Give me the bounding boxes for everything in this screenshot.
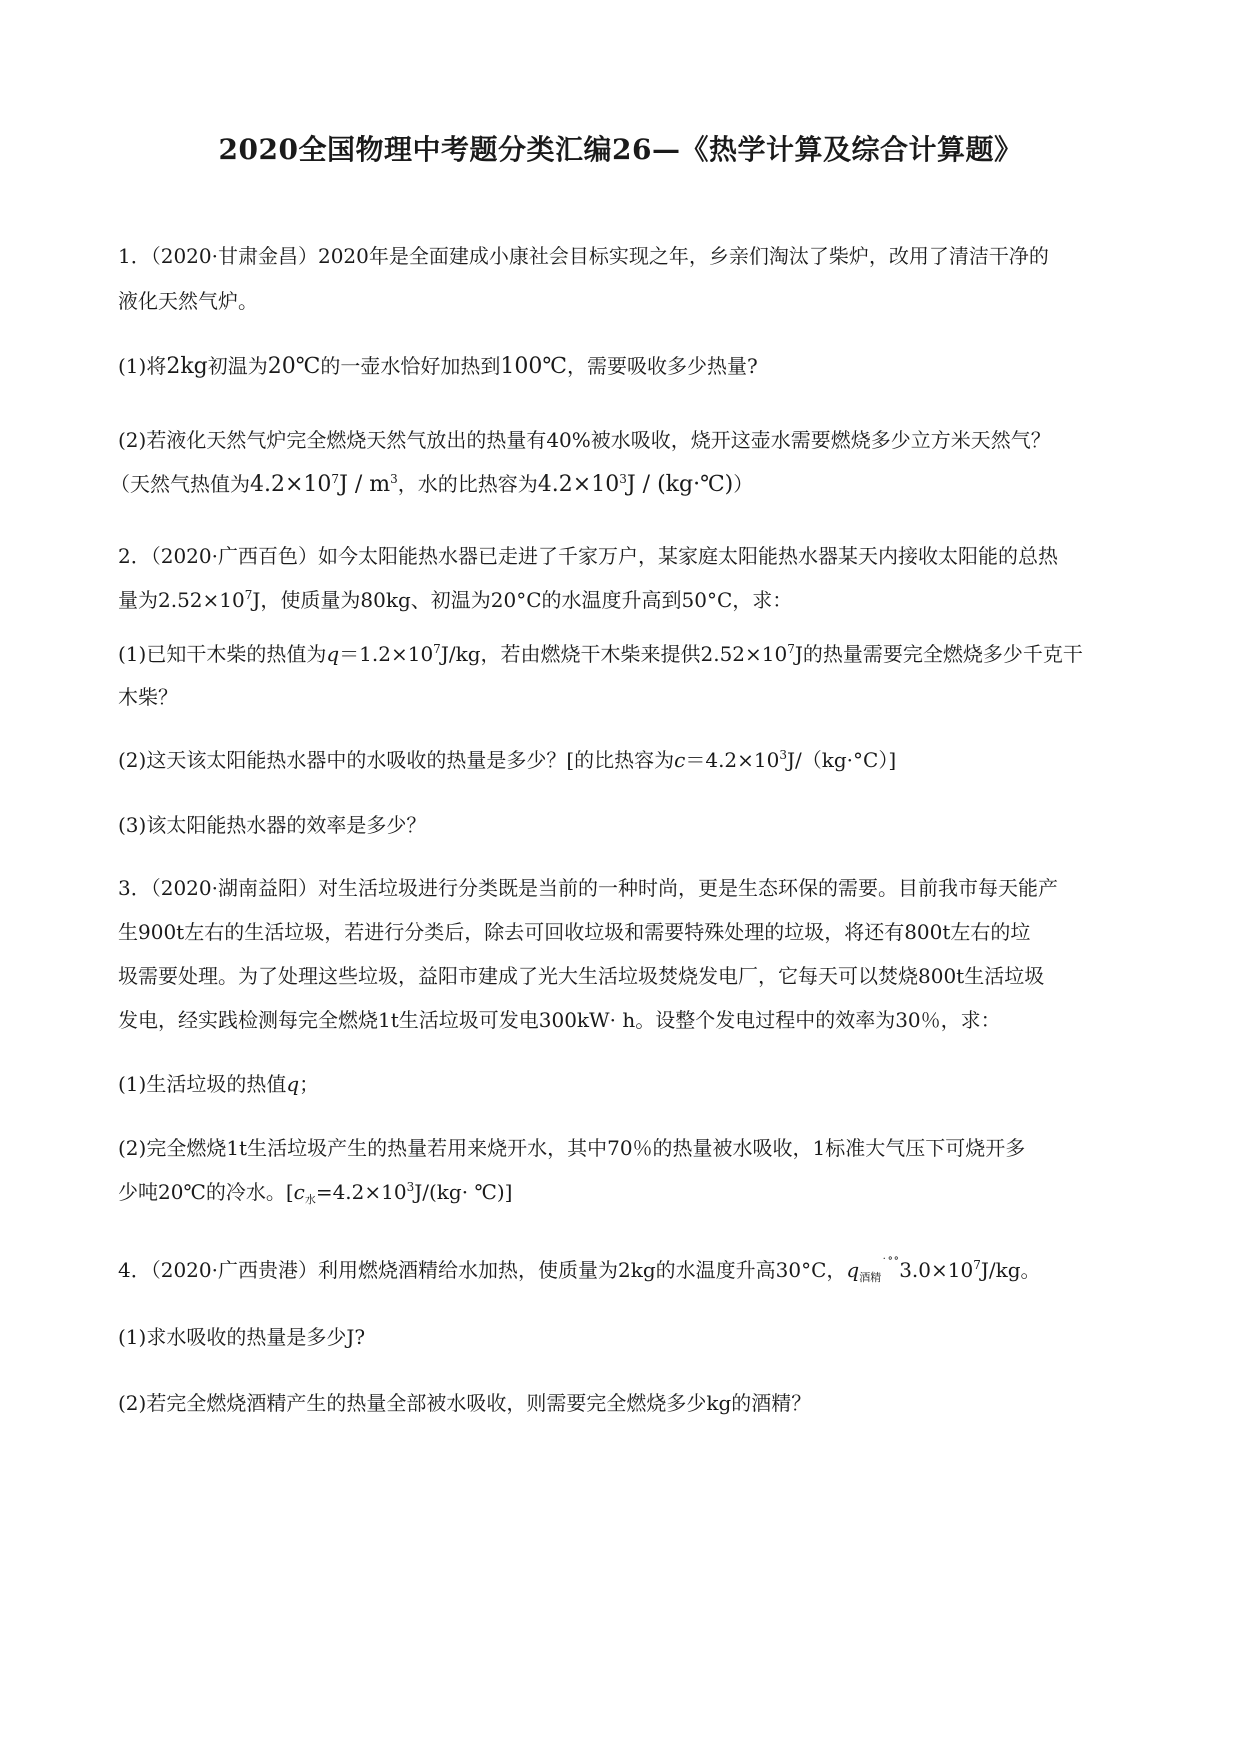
q2-part1-exp1: 7 — [433, 642, 441, 656]
q1-heat-value-unit: J / m — [339, 472, 391, 497]
q2-part1 — [118, 640, 1083, 668]
q1-part1-t1: 20℃ — [267, 354, 321, 379]
q1-heat-value-unit-exp: 3 — [390, 472, 398, 486]
q1-constants-end: ） — [733, 472, 754, 496]
q3-part1-text-b: ； — [299, 1072, 320, 1096]
q2-part1-exp2: 7 — [787, 642, 795, 656]
q1-specific-heat-unit: J / (kg·℃) — [626, 472, 734, 497]
q1-specific-heat-base: 4.2×10 — [537, 472, 620, 497]
q2-part1-text-d: J的热量需要完全燃烧多少千克干 — [794, 642, 1083, 666]
q2-line2-text-b: J，使质量为80kg、初温为20°C的水温度升高到50°C，求： — [252, 588, 793, 612]
q2-part1-line2: 木柴？ — [118, 685, 178, 709]
q2-line2-text-a: 量为2.52×10 — [118, 588, 245, 612]
q1-part1-mass: 2kg — [166, 354, 208, 379]
q1-line2: 液化天然气炉。 — [118, 289, 258, 313]
q3-line3: 圾需要处理。为了处理这些垃圾，益阳市建成了光大生活垃圾焚烧发电厂，它每天可以焚烧800t生活垃圾 — [118, 964, 1045, 988]
q1-part1-t2: 100℃ — [500, 354, 567, 379]
q2-part2 — [118, 746, 896, 774]
q4-line1-text-c: J/kg。 — [980, 1258, 1041, 1282]
q1-part2: (2)若液化天然气炉完全燃烧天然气放出的热量有40%被水吸收，烧开这壶水需要燃烧多少立方米天然气？ — [118, 428, 1051, 452]
q1-constants-text-b: ，水的比热容为 — [397, 472, 538, 496]
q4-line1-sub: 酒精 — [859, 1271, 882, 1284]
q1-part1-text-b: 初温为 — [207, 354, 268, 378]
q3-part2-line1: (2)完全燃烧1t生活垃圾产生的热量若用来烧开水，其中70％的热量被水吸收，1标准大气压下可烧开多 — [118, 1136, 1026, 1160]
q2-line1: 2．（2020·广西百色）如今太阳能热水器已走进了千家万户，某家庭太阳能热水器某天内接收太阳能的总热 — [118, 544, 1058, 568]
q2-part3: (3)该太阳能热水器的效率是多少？ — [118, 813, 427, 837]
q1-part1-text-d: ，需要吸收多少热量? — [566, 354, 758, 378]
q1-part1 — [118, 352, 758, 381]
q2-part2-c: c — [674, 748, 686, 772]
q4-line1-exp: 7 — [973, 1258, 981, 1272]
q4-part2: (2)若完全燃烧酒精产生的热量全部被水吸收，则需要完全燃烧多少kg的酒精？ — [118, 1391, 812, 1415]
q2-part1-text-c: J/kg，若由燃烧干木柴来提供2.52×10 — [440, 642, 788, 666]
q3-part1-q: q — [286, 1072, 300, 1096]
q4-part1: (1)求水吸收的热量是多少J? — [118, 1325, 366, 1349]
q4-line1-dots: ˙˚˚ — [881, 1256, 900, 1270]
q1-specific-heat-exp: 3 — [619, 472, 627, 486]
q2-part2-text-d: J/（kg·°C）] — [787, 748, 897, 772]
q3-part2-text-b: =4.2×10 — [315, 1180, 407, 1204]
q4-line1-text-b: 3.0×10 — [899, 1258, 974, 1282]
q2-line2-exp: 7 — [244, 588, 253, 602]
q3-part1 — [118, 1070, 319, 1098]
q2-part2-text-a: (2)这天该太阳能热水器中的水吸收的热量是多少？[的比热容为 — [118, 748, 675, 772]
q3-part2-line2 — [118, 1178, 512, 1206]
q3-part2-sub: 水 — [304, 1193, 316, 1206]
q2-part1-q: q — [326, 642, 340, 666]
q1-part1-text-c: 的一壶水恰好加热到 — [320, 354, 501, 378]
q4-line1-q: q — [846, 1258, 860, 1282]
q2-part1-text-a: (1)已知干木柴的热值为 — [118, 642, 327, 666]
q2-part1-text-b: ＝1.2×10 — [339, 642, 434, 666]
q1-line1: 1．（2020·甘肃金昌）2020年是全面建成小康社会目标实现之年，乡亲们淘汰了柴炉，改用了清洁干净的 — [118, 244, 1049, 268]
q1-constants — [110, 470, 753, 499]
q1-part1-text-a: (1)将 — [118, 354, 167, 378]
q3-line4: 发电，经实践检测每完全燃烧1t生活垃圾可发电300kW· h。设整个发电过程中的效率为30％，求： — [118, 1008, 1001, 1032]
q2-part2-text-b: ＝4.2×10 — [685, 748, 780, 772]
q3-part1-text-a: (1)生活垃圾的热值 — [118, 1072, 287, 1096]
q4-line1 — [118, 1256, 1041, 1284]
q2-part2-exp: 3 — [779, 748, 787, 762]
q3-part2-c: c — [293, 1180, 305, 1204]
q3-part2-exp: 3 — [406, 1180, 415, 1194]
page-title: 2020全国物理中考题分类汇编26—《热学计算及综合计算题》 — [218, 133, 1023, 166]
q3-line2: 生900t左右的生活垃圾，若进行分类后，除去可回收垃圾和需要特殊处理的垃圾，将还有800t左右的垃 — [118, 920, 1031, 944]
q3-line1: 3．（2020·湖南益阳）对生活垃圾进行分类既是当前的一种时尚，更是生态环保的需要。目前我市每天能产 — [118, 876, 1058, 900]
q1-constants-text-a: （天然气热值为 — [110, 472, 250, 496]
q1-heat-value-base: 4.2×10 — [250, 472, 332, 497]
q2-line2 — [118, 586, 792, 614]
q3-part2-text-d: J/(kg· ℃)] — [414, 1180, 513, 1204]
q3-part2-text-a: 少吨20℃的冷水。[ — [118, 1180, 294, 1204]
q1-heat-value-exp: 7 — [331, 472, 340, 486]
q4-line1-text-a: 4．（2020·广西贵港）利用燃烧酒精给水加热，使质量为2kg的水温度升高30°C， — [118, 1258, 847, 1282]
